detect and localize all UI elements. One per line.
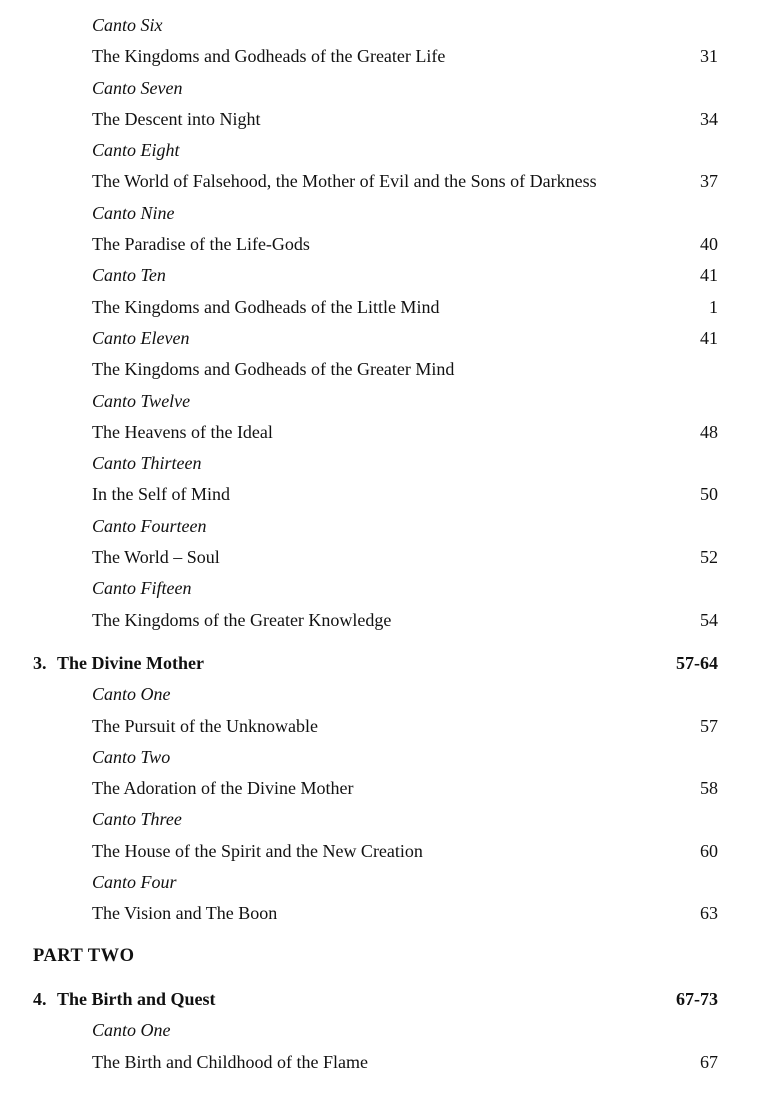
toc-entry-label: The Adoration of the Divine Mother [92, 778, 354, 799]
toc-entry-label: Canto Nine [92, 202, 175, 223]
toc-entry-label: Canto One [92, 684, 171, 705]
toc-entry-page: 41 [700, 327, 718, 348]
toc-entry-label: Canto Six [92, 15, 163, 35]
toc-entry-label: Canto Two [92, 746, 171, 767]
toc-row-book [33, 984, 718, 1015]
toc-entry-label: The Kingdoms and Godheads of the Greater Life [92, 46, 446, 67]
toc-entry-page: 57 [700, 715, 718, 736]
toc-entry-label: The House of the Spirit and the New Creation [92, 840, 423, 861]
toc-row-canto [92, 804, 718, 835]
toc-entry-label: The Kingdoms and Godheads of the Greater Mind [92, 359, 455, 380]
toc-entry-label: The World of Falsehood, the Mother of Evil and the Sons of Darkness [92, 171, 597, 192]
toc-entry-page: 50 [700, 484, 718, 505]
toc-row-title [92, 836, 718, 867]
toc-entry-label: Canto Thirteen [92, 453, 202, 474]
toc-entry-number: 3. [33, 652, 47, 673]
toc-row-canto [92, 573, 718, 604]
toc-row-canto [92, 679, 718, 710]
toc-row-canto [92, 448, 718, 479]
toc-row-title [92, 292, 718, 323]
toc-row-title [92, 354, 718, 385]
toc-entry-page: 54 [700, 609, 718, 630]
toc-row-title [92, 773, 718, 804]
toc-row-title [92, 166, 718, 197]
toc-row-canto [92, 742, 718, 773]
toc-row-title [92, 605, 718, 636]
toc-entry-label: Canto Fifteen [92, 578, 192, 599]
toc-row-title [92, 711, 718, 742]
toc-entry-page: 1 [709, 296, 718, 317]
toc-entry-page: 31 [700, 46, 718, 67]
toc-entry-label: The World – Soul [92, 547, 220, 568]
toc-entry-label: The Birth and Quest [57, 988, 216, 1009]
toc-entry-label: The Divine Mother [57, 652, 204, 673]
toc-rows [33, 10, 718, 1078]
toc-entry-page: 58 [700, 778, 718, 799]
toc-entry-label: The Vision and The Boon [92, 903, 278, 924]
toc-entry-page: 67 [700, 1051, 718, 1072]
toc-row-canto [92, 198, 718, 229]
toc-entry-label: The Pursuit of the Unknowable [92, 715, 318, 736]
toc-entry-label: Canto Fourteen [92, 515, 207, 536]
toc-entry-page: 63 [700, 903, 718, 924]
toc-row-canto [92, 135, 718, 166]
toc-entry-label: PART TWO [33, 945, 135, 966]
toc-entry-label: Canto One [92, 1020, 171, 1041]
toc-entry-label: Canto Twelve [92, 390, 191, 411]
toc-row-canto [92, 1015, 718, 1046]
toc-row-canto [92, 323, 718, 354]
toc-entry-page: 52 [700, 547, 718, 568]
toc-row-canto [92, 386, 718, 417]
toc-row-canto [92, 867, 718, 898]
toc-entry-page: 40 [700, 234, 718, 255]
toc-entry-label: The Kingdoms of the Greater Knowledge [92, 609, 392, 630]
toc-entry-number: 4. [33, 988, 47, 1009]
toc-entry-label: Canto Ten [92, 265, 166, 286]
toc-row-part [33, 941, 718, 972]
toc-row-canto [92, 511, 718, 542]
toc-entry-label: Canto Seven [92, 77, 183, 98]
toc-entry-label: The Descent into Night [92, 108, 261, 129]
toc-entry-page: 48 [700, 421, 718, 442]
toc-entry-page: 34 [700, 108, 718, 129]
toc-row-title [92, 41, 718, 72]
toc-row-title [92, 417, 718, 448]
toc-row-book [33, 648, 718, 679]
toc-entry-page: 41 [700, 265, 718, 286]
toc-entry-label: In the Self of Mind [92, 484, 230, 505]
toc-entry-label: Canto Eleven [92, 327, 190, 348]
toc-entry-page: 57-64 [676, 652, 718, 673]
toc-row-canto [92, 10, 718, 41]
toc-row-canto [92, 260, 718, 291]
toc-entry-label: The Paradise of the Life-Gods [92, 234, 310, 255]
toc-entry-label: Canto Eight [92, 140, 180, 161]
toc-row-canto [92, 73, 718, 104]
toc-entry-label: The Birth and Childhood of the Flame [92, 1051, 368, 1072]
toc-entry-label: Canto Four [92, 872, 177, 893]
toc-row-title [92, 898, 718, 929]
toc-entry-page: 67-73 [676, 988, 718, 1009]
toc-entry-label: The Kingdoms and Godheads of the Little Mind [92, 296, 440, 317]
toc-row-title [92, 542, 718, 573]
toc-row-title [92, 104, 718, 135]
toc-entry-page: 37 [700, 171, 718, 192]
toc-entry-label: The Heavens of the Ideal [92, 421, 273, 442]
toc-row-title [92, 479, 718, 510]
toc-row-title [92, 229, 718, 260]
toc-entry-label: Canto Three [92, 809, 182, 830]
toc-row-title [92, 1047, 718, 1078]
toc-entry-page: 60 [700, 840, 718, 861]
